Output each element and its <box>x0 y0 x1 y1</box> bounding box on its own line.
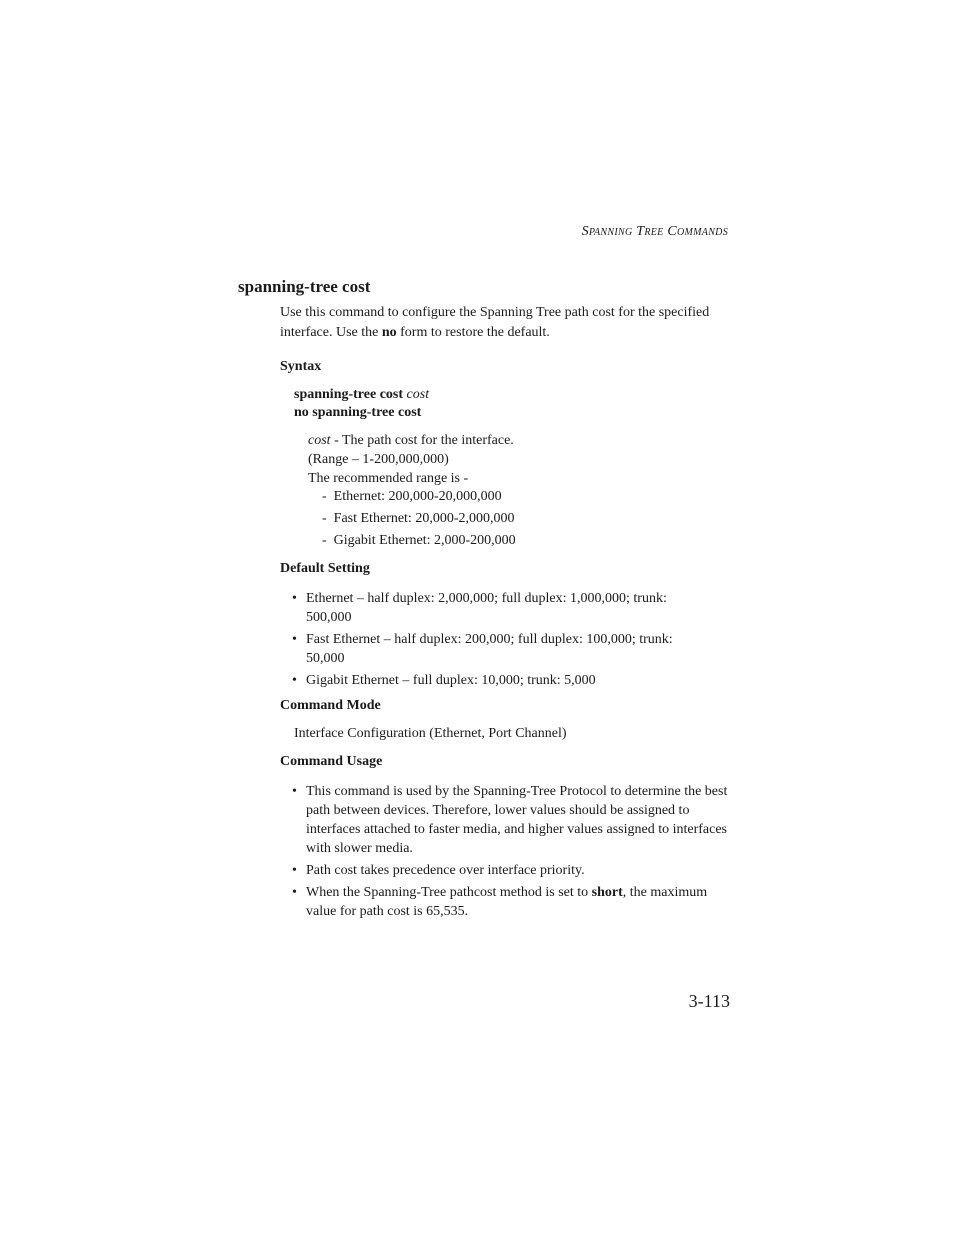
range-item-text: Gigabit Ethernet: 2,000-200,000 <box>333 533 516 548</box>
param-name: cost <box>308 433 331 448</box>
syntax-param: cost <box>406 387 430 402</box>
list-item <box>280 782 730 858</box>
bullet-icon: • <box>292 591 297 606</box>
syntax-command-line <box>294 387 429 403</box>
bullet-icon: • <box>292 632 297 647</box>
bullet-icon: • <box>292 784 297 799</box>
intro-paragraph <box>280 303 720 343</box>
list-item-text: When the Spanning-Tree pathcost method is set to <box>306 885 592 900</box>
list-item <box>280 883 730 921</box>
bullet-icon: • <box>292 885 297 900</box>
range-item-gigabit-ethernet: - Gigabit Ethernet: 2,000-200,000 <box>322 533 516 548</box>
list-item-text: This command is used by the Spanning-Tree Protocol to determine the best path between devices. Therefore, lower values should be assigned to interfaces attached to faster media, and higher values assigned to interfaces with slower media. <box>306 784 728 856</box>
list-item-text: Fast Ethernet – half duplex: 200,000; full duplex: 100,000; trunk: 50,000 <box>306 632 673 666</box>
section-title: spanning-tree cost <box>238 277 371 296</box>
intro-text-1: Use this command to configure the Spanning Tree path cost for the specified interface. Use the <box>280 305 710 340</box>
bullet-icon: • <box>292 863 297 878</box>
default-setting-list <box>280 589 700 690</box>
list-item-text: , the maximum value for path cost is 65,535. <box>306 885 708 919</box>
list-item <box>280 861 730 880</box>
list-item-text: Gigabit Ethernet – full duplex: 10,000; trunk: 5,000 <box>306 673 596 688</box>
range-item-fast-ethernet: - Fast Ethernet: 20,000-2,000,000 <box>322 511 515 526</box>
range-item-ethernet: - Ethernet: 200,000-20,000,000 <box>322 489 502 504</box>
range-item-text: Ethernet: 200,000-20,000,000 <box>333 489 502 504</box>
syntax-command: spanning-tree cost <box>294 387 404 402</box>
intro-bold-keyword: no <box>381 325 397 340</box>
command-mode-heading: Command Mode <box>280 698 381 713</box>
list-item-bold-keyword: short <box>591 885 623 900</box>
intro-text-2: form to restore the default. <box>396 325 550 340</box>
param-description <box>308 433 514 449</box>
list-item <box>280 589 700 627</box>
page-number: 3-113 <box>688 991 730 1011</box>
running-header: Spanning Tree Commands <box>581 224 728 239</box>
recommended-range-intro: The recommended range is - <box>308 471 469 486</box>
list-item-text: Path cost takes precedence over interface priority. <box>306 863 585 878</box>
param-desc-text: - The path cost for the interface. <box>330 433 514 448</box>
param-range: (Range – 1-200,000,000) <box>308 452 449 467</box>
command-usage-heading: Command Usage <box>280 754 383 769</box>
default-setting-heading: Default Setting <box>280 561 370 576</box>
syntax-heading: Syntax <box>280 359 322 374</box>
syntax-no-command: no spanning-tree cost <box>294 405 422 420</box>
bullet-icon: • <box>292 673 297 688</box>
list-item <box>280 630 700 668</box>
command-usage-list <box>280 782 730 921</box>
list-item-text: Ethernet – half duplex: 2,000,000; full duplex: 1,000,000; trunk: 500,000 <box>306 591 667 625</box>
command-mode-value: Interface Configuration (Ethernet, Port Channel) <box>294 726 567 741</box>
range-item-text: Fast Ethernet: 20,000-2,000,000 <box>333 511 515 526</box>
list-item <box>280 671 700 690</box>
